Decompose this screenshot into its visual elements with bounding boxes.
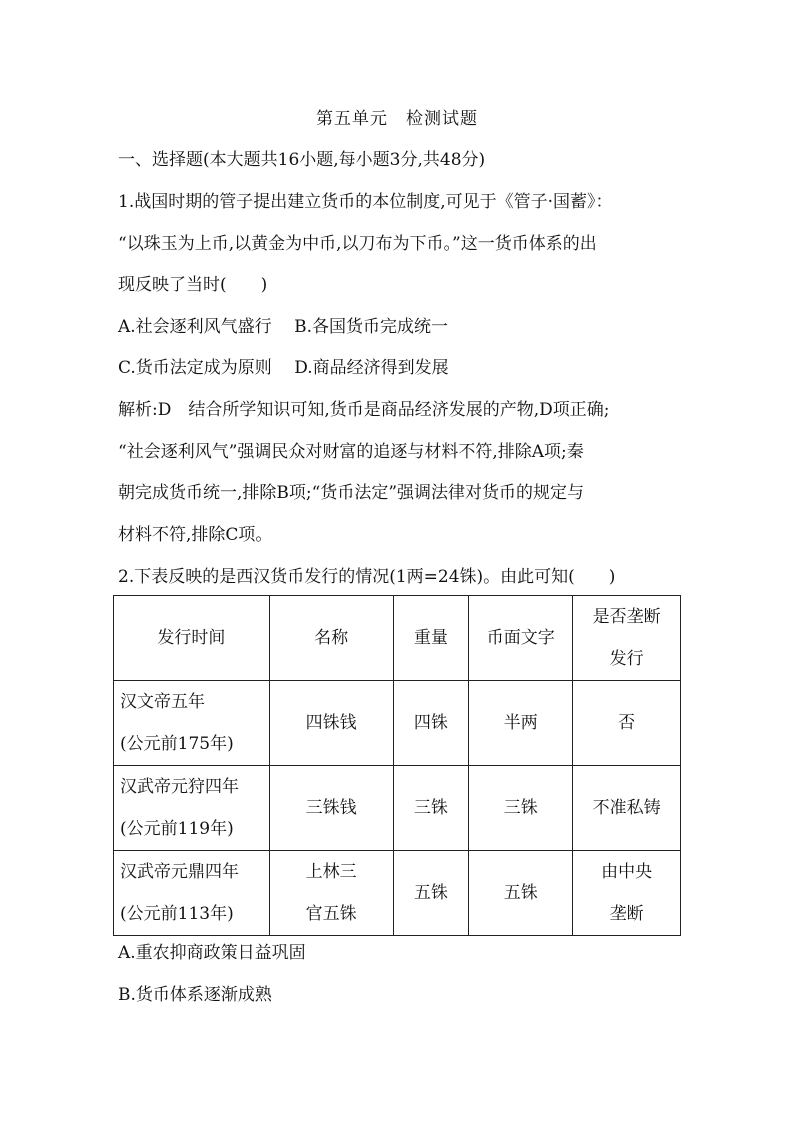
header-monopoly (573, 596, 681, 681)
q1-options-ab: A.社会逐利风气盛行 B.各国货币完成统一 (118, 317, 448, 337)
time-line-1: 汉武帝元鼎四年 (120, 862, 239, 882)
name-line-2: 官五铢 (305, 904, 357, 924)
cell-weight: 三铢 (393, 766, 469, 851)
cell-issue-time (114, 681, 270, 766)
q1-stem-line-3: 现反映了当时( ) (118, 275, 268, 295)
header-monopoly-line-2: 发行 (609, 649, 644, 669)
q1-analysis-line-2: “社会逐利风气”强调民众对财富的追逐与材料不符,排除A项;秦 (118, 442, 584, 462)
time-line-2: (公元前113年) (120, 904, 234, 924)
q1-stem-line-2: “以珠玉为上币,以黄金为中币,以刀布为下币。”这一货币体系的出 (118, 234, 597, 254)
cell-issue-time (114, 851, 270, 936)
cell-name (269, 851, 393, 936)
monopoly-line-1: 由中央 (601, 862, 653, 882)
cell-monopoly (573, 851, 681, 936)
cell-coin-text: 五铢 (469, 851, 573, 936)
page-title: 第五单元 检测试题 (316, 109, 478, 129)
cell-coin-text: 三铢 (469, 766, 573, 851)
q1-analysis-line-1: 解析:D 结合所学知识可知,货币是商品经济发展的产物,D项正确; (118, 400, 610, 420)
header-weight: 重量 (393, 596, 469, 681)
cell-name: 四铢钱 (269, 681, 393, 766)
header-monopoly-line-1: 是否垄断 (592, 607, 661, 627)
header-issue-time: 发行时间 (114, 596, 270, 681)
header-coin-text: 币面文字 (469, 596, 573, 681)
q2-option-a: A.重农抑商政策日益巩固 (118, 943, 306, 963)
cell-monopoly: 否 (573, 681, 681, 766)
q2-stem: 2.下表反映的是西汉货币发行的情况(1两=24铢)。由此可知( ) (118, 567, 616, 587)
table-header-row (114, 596, 681, 681)
table-row (114, 851, 681, 936)
time-line-2: (公元前175年) (120, 734, 234, 754)
cell-weight: 四铢 (393, 681, 469, 766)
cell-name: 三铢钱 (269, 766, 393, 851)
time-line-1: 汉文帝五年 (120, 692, 205, 712)
table-row (114, 681, 681, 766)
q2-option-b: B.货币体系逐渐成熟 (118, 985, 272, 1005)
q1-analysis-line-3: 朝完成货币统一,排除B项;“货币法定”强调法律对货币的规定与 (118, 483, 585, 503)
section-heading: 一、选择题(本大题共16小题,每小题3分,共48分) (118, 150, 486, 170)
q1-options-cd: C.货币法定成为原则 D.商品经济得到发展 (118, 358, 449, 378)
table-row (114, 766, 681, 851)
q1-analysis-line-4: 材料不符,排除C项。 (118, 525, 273, 545)
time-line-1: 汉武帝元狩四年 (120, 777, 239, 797)
name-line-1: 上林三 (305, 862, 357, 882)
q1-stem-line-1: 1.战国时期的管子提出建立货币的本位制度,可见于《管子·国蓄》： (118, 192, 613, 212)
time-line-2: (公元前119年) (120, 819, 234, 839)
cell-monopoly: 不准私铸 (573, 766, 681, 851)
header-name: 名称 (269, 596, 393, 681)
currency-table (113, 595, 681, 936)
cell-issue-time (114, 766, 270, 851)
cell-weight: 五铢 (393, 851, 469, 936)
monopoly-line-2: 垄断 (609, 904, 644, 924)
cell-coin-text: 半两 (469, 681, 573, 766)
